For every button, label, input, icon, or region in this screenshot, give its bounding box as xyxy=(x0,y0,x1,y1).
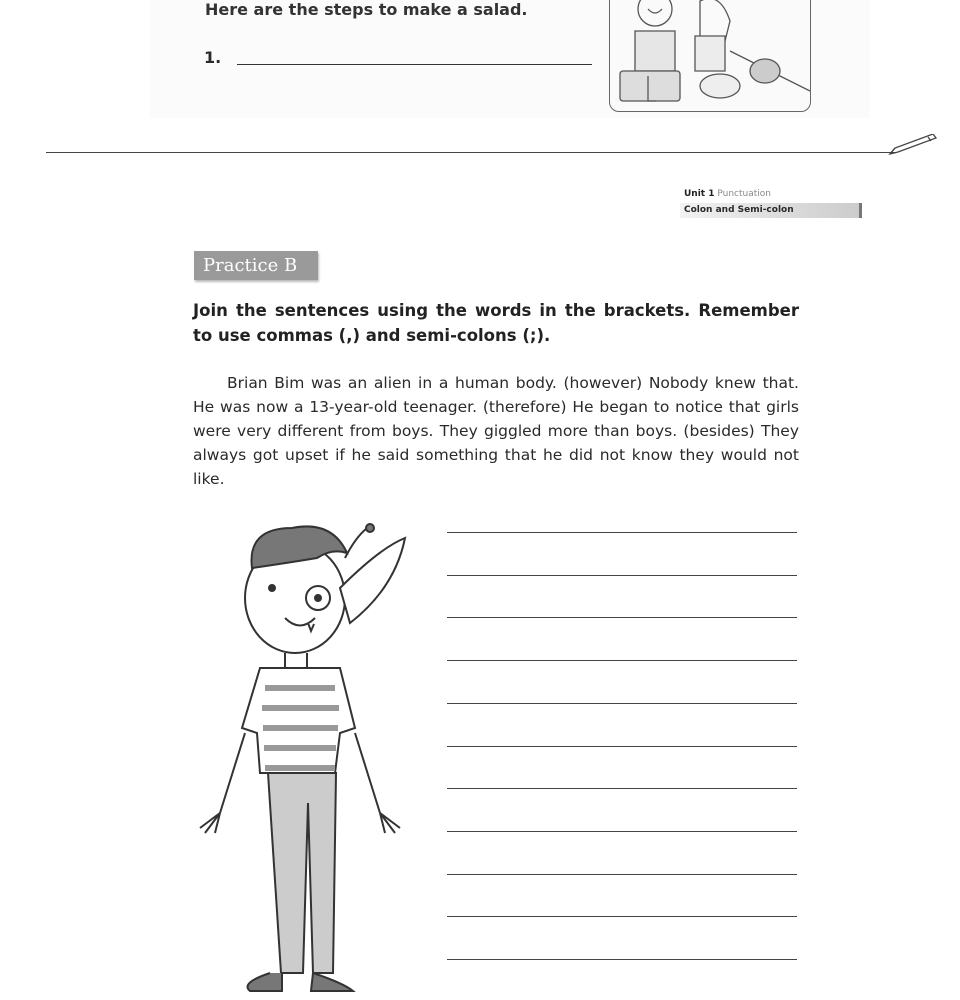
page-divider xyxy=(46,152,896,153)
answer-line[interactable] xyxy=(447,575,797,576)
answer-line[interactable] xyxy=(447,617,797,618)
answer-line[interactable] xyxy=(447,959,797,960)
unit-number: Unit 1 xyxy=(684,189,715,199)
alien-boy-illustration xyxy=(190,518,410,1000)
practice-badge: Practice B xyxy=(194,251,318,280)
answer-line[interactable] xyxy=(447,916,797,917)
topic-banner: Colon and Semi-colon xyxy=(680,203,862,218)
unit-subject: Punctuation xyxy=(717,189,771,199)
passage-text: Brian Bim was an alien in a human body. (however) Nobody knew that. He was now a 13-year-old teenager. (therefore) He began to notice that girls were very different from boys. They giggled more than boys. (besides) They always got upset if he said something that he did not know they would not like. xyxy=(193,374,799,488)
answer-line[interactable] xyxy=(447,746,797,747)
step-answer-line[interactable] xyxy=(237,64,592,65)
answer-line[interactable] xyxy=(447,660,797,661)
answer-line[interactable] xyxy=(447,874,797,875)
previous-exercise-intro: Here are the steps to make a salad. xyxy=(205,0,528,19)
salad-illustration xyxy=(609,0,811,112)
step-number: 1. xyxy=(204,48,222,67)
answer-line[interactable] xyxy=(447,831,797,832)
answer-line[interactable] xyxy=(447,788,797,789)
answer-line[interactable] xyxy=(447,703,797,704)
pencil-icon xyxy=(888,134,940,158)
answer-line[interactable] xyxy=(447,532,797,533)
instruction-text: Join the sentences using the words in the brackets. Remember to use commas (,) and semi-colons (;). xyxy=(193,301,799,345)
unit-label xyxy=(684,189,771,199)
